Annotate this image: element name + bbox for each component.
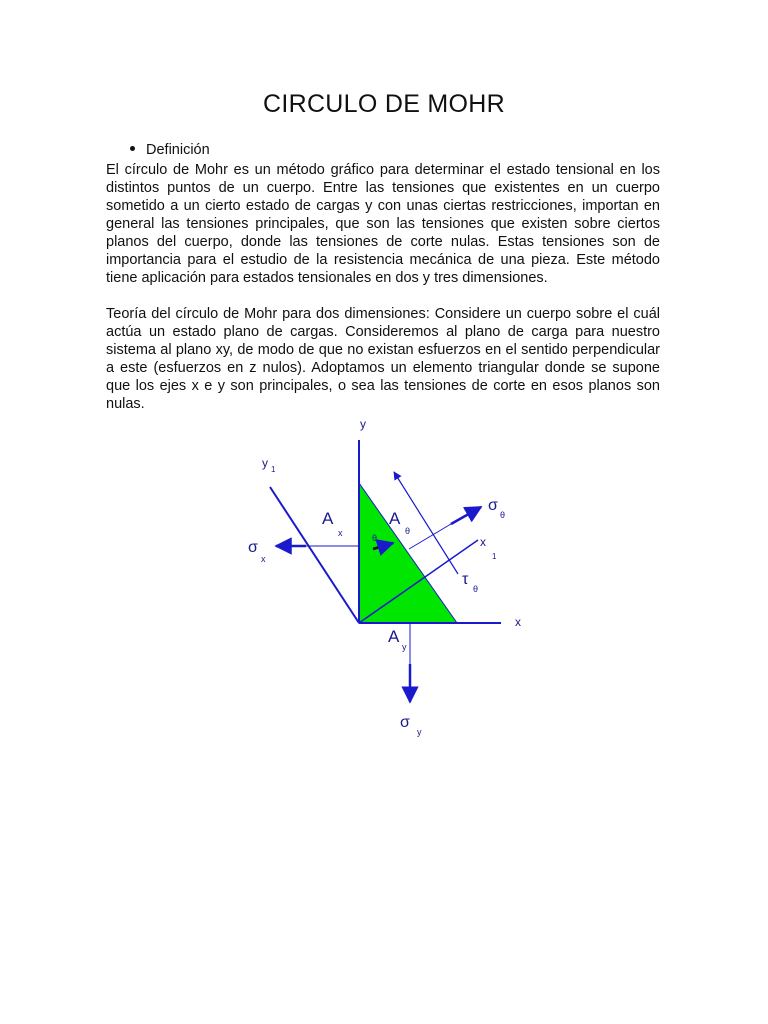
y-axis-label: y [360,417,366,431]
sigma-theta-arrow [451,507,481,524]
y1-axis-label: y [262,456,268,470]
area-ax-sub: x [338,528,343,538]
sigma-y-sub: y [417,727,422,737]
area-ay-label: A [388,627,400,646]
x-axis-label: x [515,615,521,629]
paragraph-definition: El círculo de Mohr es un método gráfico para determinar el estado tensional en los distintos puntos de un cuerpo. Entre las tensiones que existentes en un cuerpo sometido a un cierto estado de cargas y con unas ciertas restricciones, importan en general las tensiones principales, que son las tensiones que existen sobre ciertos planos del cuerpo, donde las tensiones de corte nulas. Estas tensiones son de importancia para el estudio de la resistencia mecánica de una pieza. Este método tiene aplicación para estados tensionales en dos y tres dimensiones. [106,162,660,286]
x1-axis-label: x [480,535,486,549]
area-atheta-sub: θ [405,526,411,536]
sigma-theta-sub: θ [500,510,506,520]
area-ay-sub: y [402,642,407,652]
x1-axis-sub: 1 [492,552,497,561]
tau-theta-sub: θ [473,584,479,594]
y1-axis-sub: 1 [271,465,276,474]
page-title: CIRCULO DE MOHR [262,90,505,118]
stress-element-diagram [226,412,546,750]
bullet-dot-icon [130,146,135,151]
sigma-theta-label: σ [488,497,498,514]
y1-axis [270,487,359,623]
area-ax-label: A [322,509,334,528]
triangular-element [359,483,457,623]
diagram-svg [226,412,546,750]
theta-label: θ [372,533,378,543]
tau-theta-label: τ [462,571,469,588]
sigma-theta-line [409,521,456,549]
bullet-item [130,142,210,158]
area-atheta-label: A [389,509,401,528]
sigma-x-sub: x [261,554,266,564]
bullet-label: Definición [146,142,210,158]
sigma-x-label: σ [248,539,258,556]
paragraph-theory: Teoría del círculo de Mohr para dos dimensiones: Considere un cuerpo sobre el cuál actúa un estado plano de cargas. Consideremos al plano de carga para nuestro sistema al plano xy, de modo de que no existan esfuerzos en el sentido perpendicular a este (esfuerzos en z nulos). Adoptamos un elemento triangular donde se supone que los ejes x e y son principales, o sea las tensiones de corte en esos planos son nulas. [106,306,660,412]
sigma-y-label: σ [400,714,410,731]
